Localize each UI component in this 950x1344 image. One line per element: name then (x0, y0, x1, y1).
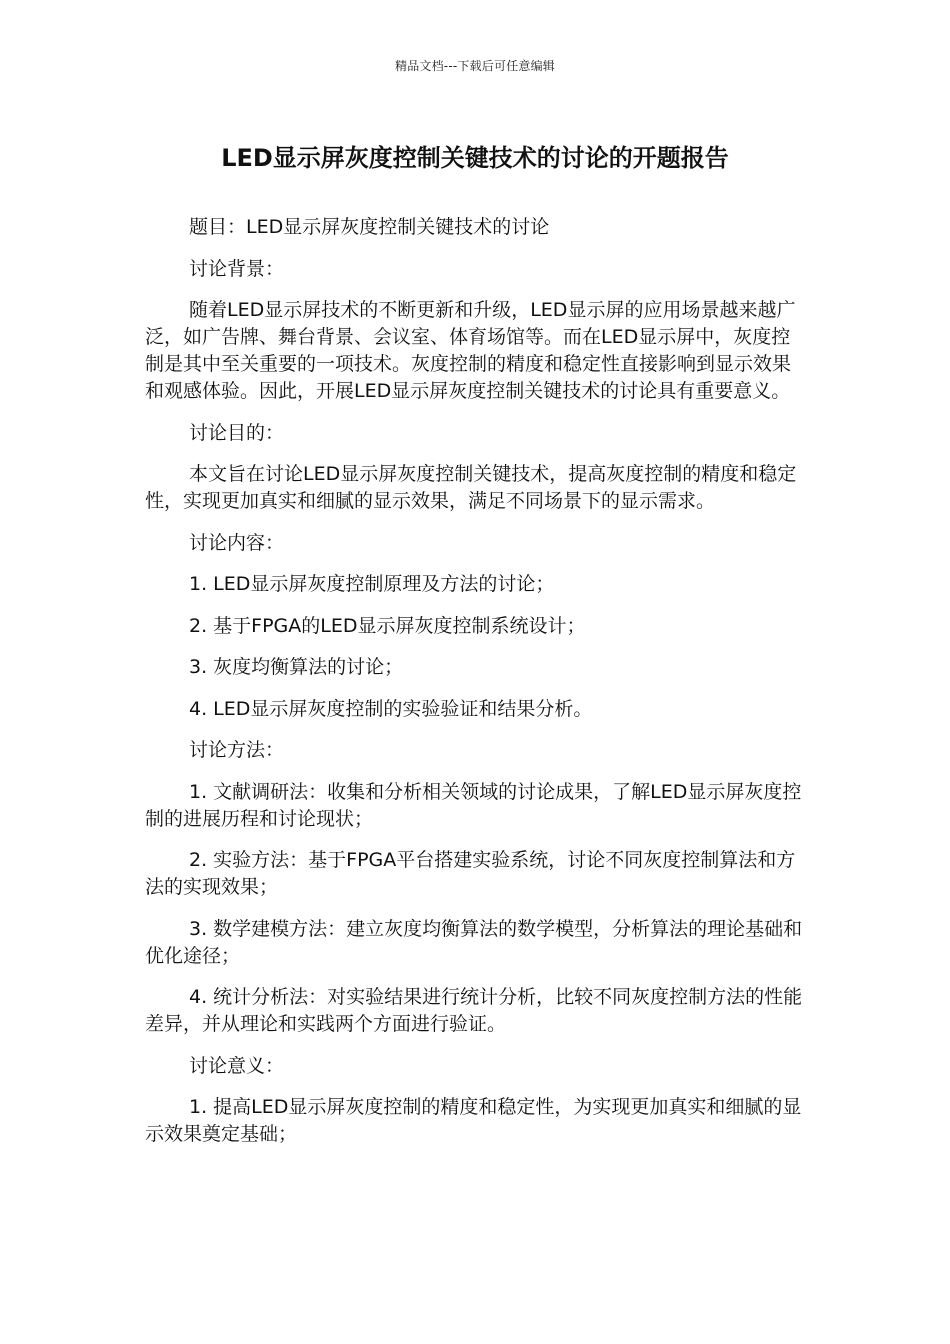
method-item-1: 1. 文献调研法：收集和分析相关领域的讨论成果，了解LED显示屏灰度控制的进展历程和讨论现状； (145, 780, 802, 830)
header-note: 精品文档---下载后可任意编辑 (395, 59, 555, 73)
heading-purpose: 讨论目的： (189, 421, 285, 444)
paragraph-background: 随着LED显示屏技术的不断更新和升级，LED显示屏的应用场景越来越广泛，如广告牌、舞台背景、会议室、体育场馆等。而在LED显示屏中，灰度控制是其中至关重要的一项技术。灰度控制的精度和稳定性直接影响到显示效果和观感体验。因此，开展LED显示屏灰度控制关键技术的讨论具有重要意义。 (145, 299, 796, 402)
heading-significance: 讨论意义： (189, 1054, 285, 1077)
heading-background: 讨论背景： (189, 257, 285, 280)
heading-methods: 讨论方法： (189, 739, 285, 761)
document-title: LED显示屏灰度控制关键技术的讨论的开题报告 (221, 144, 729, 172)
document-body (145, 214, 807, 1163)
content-item-3: 3. 灰度均衡算法的讨论； (189, 656, 404, 678)
method-item-3: 3. 数学建模方法：建立灰度均衡算法的数学模型，分析算法的理论基础和优化途径； (145, 917, 803, 967)
paragraph-topic: 题目：LED显示屏灰度控制关键技术的讨论 (189, 216, 550, 238)
content-item-1: 1. LED显示屏灰度控制原理及方法的讨论； (189, 573, 555, 595)
heading-content: 讨论内容： (189, 531, 285, 554)
content-item-4: 4. LED显示屏灰度控制的实验验证和结果分析。 (189, 697, 593, 720)
method-item-2: 2. 实验方法：基于FPGA平台搭建实验系统，讨论不同灰度控制算法和方法的实现效果； (145, 849, 796, 898)
significance-item-1: 1. 提高LED显示屏灰度控制的精度和稳定性，为实现更加真实和细腻的显示效果奠定基础； (145, 1096, 802, 1145)
content-item-2: 2. 基于FPGA的LED显示屏灰度控制系统设计； (189, 614, 586, 637)
method-item-4: 4. 统计分析法：对实验结果进行统计分析，比较不同灰度控制方法的性能差异，并从理论和实践两个方面进行验证。 (145, 986, 803, 1035)
paragraph-purpose: 本文旨在讨论LED显示屏灰度控制关键技术，提高灰度控制的精度和稳定性，实现更加真实和细腻的显示效果，满足不同场景下的显示需求。 (145, 463, 797, 512)
